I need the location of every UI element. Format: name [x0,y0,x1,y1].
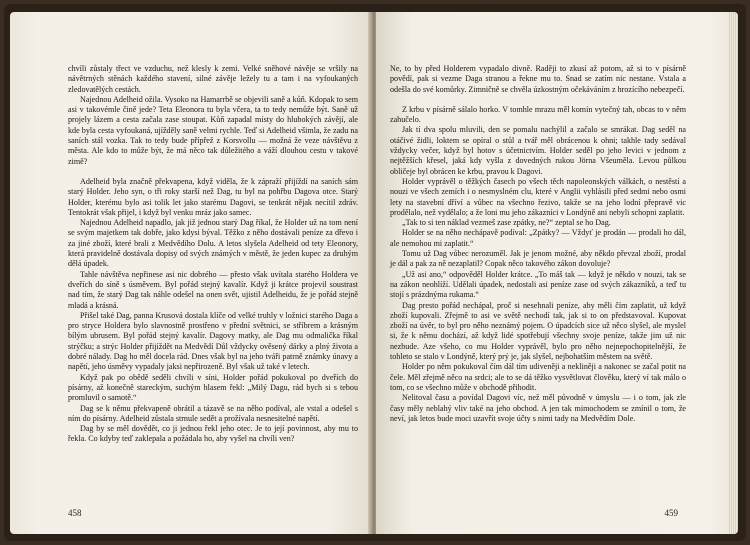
paragraph: Tahle návštěva nepřinese asi nic dobrého — přesto však uvítala starého Holdera ve dveřích do síně s úsměvem. Byl pořád stejný kavalír. Když ji krátce projevil soustrast nad tím, že starý Dag tak náhle odešel na onen svět, ujistil Adelheidu, že je pořád stejně mladá a krásná. [68,269,358,310]
paragraph: Najednou Adelheid ožila. Vysoko na Hamarrbě se objevili saně a kůň. Kdopak to sem asi v takovémle čině jede? Teta Eleonora tu byla včera, ta to tedy nemůže být. Saně už projely lázem a cesta začala zase stoupat. Kůň zapadal místy do hlubokých závějí, ale kde byla cesta vyfoukaná, ujížděly saně velmi rychle. Teď si Adelheid všimla, že zadu na saních stál vozka. Tak to tedy bude přípřež z Korsvollu — možná že veze návštěvu z města. Ale kdo to může být, že má něco tak důležitého a váží dlouhou cestu v takové zimě? [68,94,358,166]
right-page-number: 459 [664,508,678,518]
left-page-number: 458 [68,508,82,518]
paragraph: Dag se k němu překvapeně obrátil a tázavě se na něho podíval, ale vstal a odešel s ním do písárny. Adelheid zůstala strnule sedět a prožívala nesnesitelné napětí. [68,403,358,423]
paragraph: Holder vyprávěl o těžkých časech po všech těch napoleonských válkách, o nestěstí a nouzi ve všech zemích i o nesmyslném clu, které v Anglii vyhlásili před sedmi nebo osmi lety na stavební dříví a vůbec na všechno řezivo, takže se na jeho lodní přepravě vic prodělalo, než vydělalo; a že loni mu jeho zákazníci v Londýně ani nebyli schopni zaplatit. [390,176,686,217]
paragraph: Najednou Adelheid napadlo, jak již jednou starý Dag říkal, že Holder už na tom není se svým majetkem tak dobře, jako kdysi býval. Těžko z něho dostávali peníze za dřevo i za jiné zboží, které brali z Medvědího Dolu. A letos slyšela Adelheid od tety Eleonory, která pravidelně dostávala dopisy od svých známých v městě, že jeden kupec za druhým dělá úpadek. [68,218,358,269]
paragraph: Holder po něm pokukoval čím dál tím udiveněji a nekliněji a nakonec se začal potit na čele. Měl zřejmě něco na srdci; ale to se dá těžko vysvětlovat člověku, který ví tak málo o tom, co se všechno může v obchodě přihodit. [390,362,686,392]
paragraph: Ne, to by před Holderem vypadalo divně. Raději to zkusí až potom, až si to v písárně povědí, pak si vezme Daga stranou a řekne mu to. Snad se zatím nic nestane. Vstala a odešla do své komůrky. Zimničně se chvěla úzkostným očekáváním z hrozícího nebezpečí. [390,64,686,94]
paragraph: Z krbu v písárně sálalo horko. V tomhle mrazu měl komín vytečný tah, obcas to v něm zahučelo. [390,104,686,125]
left-page-text [68,64,358,445]
paragraph: Nelitoval času a povídal Dagovi víc, než měl původně v úmyslu — i o tom, jak zle časy měly neblahý vliv také na jeho obchod. A jen tak mimochodem se zmínil o tom, že neví, jak letos bude moci uzavřít svoje účty s nimi tady na Medvědím Dole. [390,393,686,423]
page-edges [728,12,738,534]
paragraph: Dag presto pořád nechápal, proč si nesehnali peníze, aby měli čím zaplatit, už když zboží kupovali. Zřejmě to asi ve světě nechodí tak, jak si to on představoval. Kupovat zboží na úvěr, to byl pro něho neznámý pojem. O úpadcích sice už něco slyšel, ale myslel si, že k němu dochází, až když lidé spotřebují všechny svoje peníze, takže jim už nic nezbude. Aze všeho, co mu Holder vyprávěl, bylo pro něho nejnepochopitelnější, že tohleto se stalo v Londýně, který prý je, jak slyšel, nejbohatším městem na světě. [390,300,686,362]
paragraph: Jak tí dva spolu mluvili, den se pomalu nachýlil a začalo se smrákat. Dag seděl na otáčivé židli, loktem se opíral o stůl a tvář měl obrácenou k ohni; takhle tady sedával vždycky večer, když byl hotov s účetnictvím. Holder seděl po jeho levici v jednom z nejtěžších křesel, jaká kdy vyšla z dovedných rukou Jörna Všeumělа. Levou půlkou obličeje byl obrácen ke krbu, pravou k Dagovi. [390,125,686,176]
left-page [10,12,372,534]
book-spread [4,4,746,541]
paragraph: Když pak po obědě seděli chvíli v síni, Holder pořád pokukoval po dveřích do písárny, až konečně stareckým, suchým hlasem řekl: „Milý Dagu, rád bych si s tebou promluvil o samotě.“ [68,372,358,403]
paragraph: Dag by se měl dovědět, co ji jednou řekl jeho otec. Je to její povinnost, aby mu to řekla. Co kdyby teď zaklepala a požádala ho, aby vyšel na chvíli ven? [68,424,358,444]
paragraph: „Už asi ano,“ odpověděl Holder krátce. „To máš tak — když je někdo v nouzi, tak se na zákon neohlíží. Udělali úpadek, nedostali asi peníze zase od svých zákazníků, a teď tu stojí s prázdnýma rukama.“ [390,269,686,300]
right-page-text [390,64,686,424]
paragraph: „Tak to si ten náklad vezmeš zase zpátky, ne?“ zeptal se ho Dag. [402,218,611,228]
right-page [376,12,738,534]
paragraph: Přišel také Dag, panna Krusová dostala klíče od velké truhly v ložnici starého Daga a pro stryce Holdera bylo slavnostně prostřeno v přední světnici, se stříbrem a krásným bílým ubrusem. Byl pořád stejný kavalír. Dagovy matky, ale Dag mu odmalička říkal strýčku; a strýc Holder přijíždět na Medvědí Důl vždycky ověsený dárky a plný života a dobré nálady. Dag ho měl docela rád. Dnes však byl na jeho tváři patrně známky únavy a napětí, jeho úsměvy vypadaly jaksi nepřirozeně. Byl však už také v letech. [68,310,358,372]
paragraph: Tomu už Dag vůbec nerozuměl. Jak je jenom možné, aby někdo převzal zboží, prodal je dál a pak za ně nezaplatil? Copak něco takového zákon dovoluje? [390,249,686,269]
paragraph: chvíli zůstaly třect ve vzduchu, než klesly k zemi. Velké sněhové návěje se vršily na návětrných stěnách každého stavení, silné závěje ležely tu a tam i na vyfoukaných zledovatělých cestách. [68,64,358,94]
paragraph: Adelheid byla značně překvapena, když viděla, že k zápraží přijíždí na saních sám starý Holder. Jeho syn, o tři roky starší než Dag, tu byl na pohřbu Dagova otce. Starý Holder, kterému bylo asi tolik let jako starému Dagovi, se tenkrát nějak necítil zdráv. Tentokrát však přijel, i když byl venku mráz jako samec. [68,176,358,217]
paragraph: Holder se na něho nechápavě podíval: „Zpátky? — Vždyť je prodán — prodali ho dál, ale nemohou mi zaplatit.“ [390,228,686,248]
